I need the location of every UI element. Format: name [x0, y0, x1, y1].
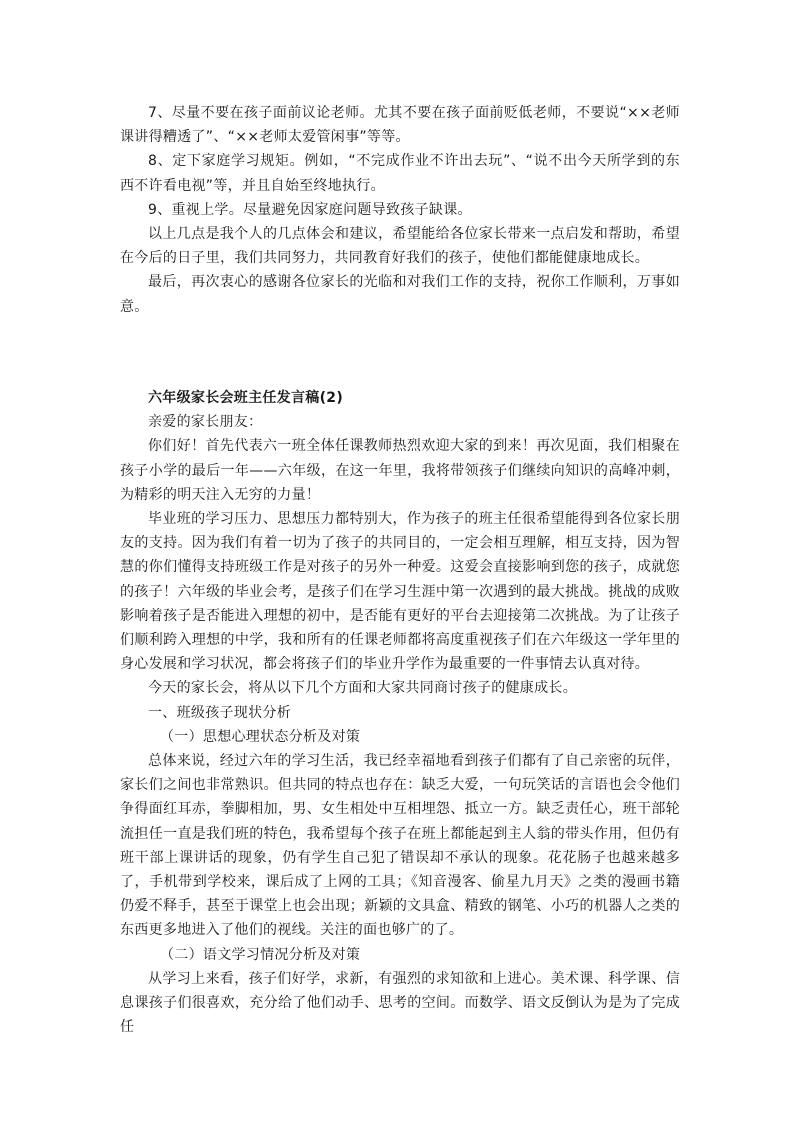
overall-paragraph: 总体来说，经过六年的学习生活，我已经幸福地看到孩子们都有了自己亲密的玩伴，家长们之间也非常熟识。但共同的特点也存在：缺乏大爱，一句玩笑话的言语也会令他们争得面红耳赤，拳脚相加，男、女生相处中互相埋怨、抵立一方。缺乏责任心，班干部轮流担任一直是我们班的特色，我希望每个孩子在班上都能起到主人翁的带头作用，但仍有班干部上课讲话的现象，仍有学生自己犯了错误却不承认的现象。花花肠子也越来越多了，手机带到学校来，课后成了上网的工具；《知音漫客、偷星九月天》之类的漫画书籍仍爱不释手，甚至于课堂上也会出现；新颖的文具盒、精致的钢笔、小巧的机器人之类的东西更多地进入了他们的视线。关注的面也够广的了。 — [120, 753, 680, 939]
intro-paragraph: 你们好！首先代表六一班全体任课教师热烈欢迎大家的到来！再次见面，我们相聚在孩子小学的最后一年——六年级，在这一年里，我将带领孩子们继续向知识的高峰冲刺，为精彩的明天注入无穷的力量！ — [120, 438, 680, 503]
heading-psychology: （一）思想心理状态分析及对策 — [160, 728, 361, 745]
heading-class-analysis: 一、班级孩子现状分析 — [148, 704, 291, 721]
section-parent-advice — [120, 101, 680, 319]
agenda-paragraph: 今天的家长会，将从以下几个方面和大家共同商讨孩子的健康成长。 — [148, 680, 577, 697]
summary-paragraph: 以上几点是我个人的几点体会和建议，希望能给各位家长带来一点启发和帮助，希望在今后的日子里，我们共同努力，共同教育好我们的孩子，使他们都能健康地成长。 — [120, 226, 680, 267]
advice-item-9: 9、重视上学。尽量避免因家庭问题导致孩子缺课。 — [148, 201, 472, 218]
closing-paragraph: 最后，再次衷心的感谢各位家长的光临和对我们工作的支持，祝你工作顺利，万事如意。 — [120, 274, 680, 315]
section-speech — [120, 386, 680, 1039]
heading-chinese-study: （二）语文学习情况分析及对策 — [160, 946, 361, 963]
greeting: 亲爱的家长朋友： — [148, 414, 263, 431]
speech-title: 六年级家长会班主任发言稿(2) — [148, 390, 344, 406]
advice-item-8: 8、定下家庭学习规矩。例如，“不完成作业不许出去玩”、“说不出今天所学到的东西不许看电视”等，并且自始至终地执行。 — [120, 153, 680, 194]
chinese-study-paragraph: 从学习上来看，孩子们好学，求新，有强烈的求知欲和上进心。美术课、科学课、信息课孩子们很喜欢，充分给了他们动手、思考的空间。而数学、语文反倒认为是为了完成任 — [120, 970, 680, 1036]
advice-item-7: 7、尽量不要在孩子面前议论老师。尤其不要在孩子面前贬低老师，不要说“××老师课讲得糟透了”、“××老师太爱管闲事”等等。 — [120, 105, 680, 146]
pressure-paragraph: 毕业班的学习压力、思想压力都特别大，作为孩子的班主任很希望能得到各位家长朋友的支持。因为我们有着一切为了孩子的共同目的，一定会相互理解，相互支持，因为智慧的你们懂得支持班级工作是对孩子的另外一种爱。这爱会直接影响到您的孩子，成就您的孩子！六年级的毕业会考，是孩子们在学习生涯中第一次遇到的最大挑战。挑战的成败影响着孩子是否能进入理想的初中，是否能有更好的平台去迎接第二次挑战。为了让孩子们顺利跨入理想的中学，我和所有的任课老师都将高度重视孩子们在六年级这一学年里的身心发展和学习状况，都会将孩子们的毕业升学作为最重要的一件事情去认真对待。 — [120, 511, 680, 673]
